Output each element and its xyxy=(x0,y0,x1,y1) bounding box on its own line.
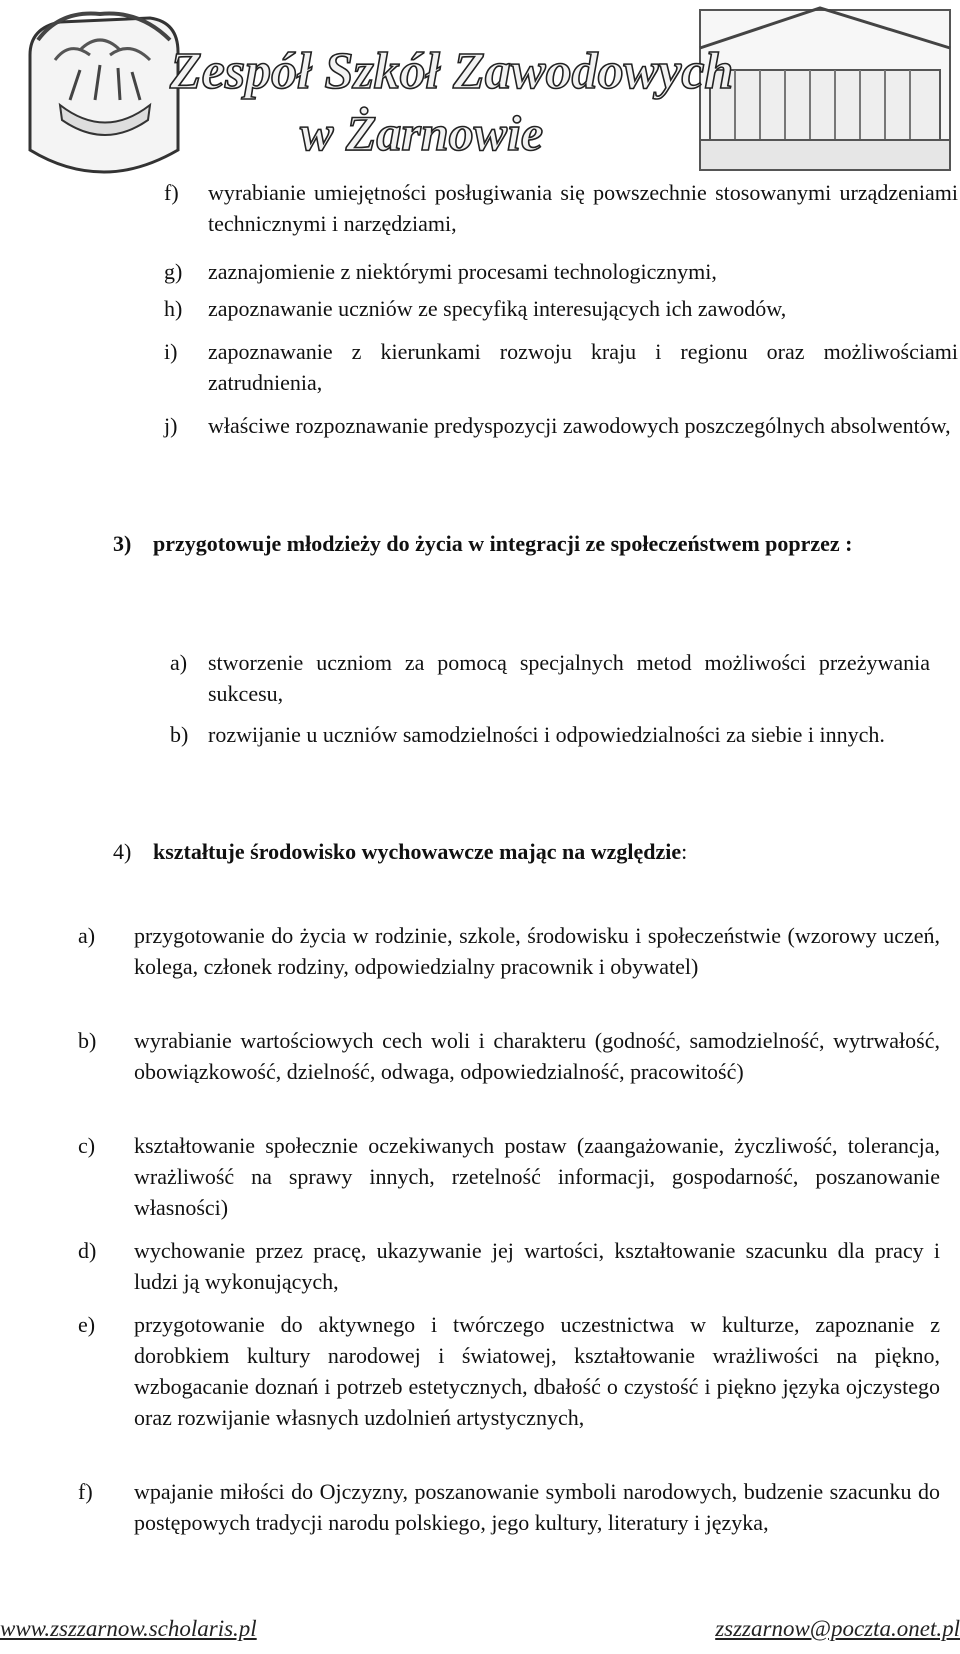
list-item-text: zapoznawanie uczniów ze specyfiką interesujących ich zawodów, xyxy=(208,296,787,321)
header-banner xyxy=(0,0,960,176)
logo-title-line2: w Żarnowie xyxy=(300,105,544,161)
list-item-text: wychowanie przez pracę, ukazywanie jej wartości, kształtowanie szacunku dla pracy i ludzi ją wykonujących, xyxy=(134,1238,940,1294)
list-item-label: a) xyxy=(78,923,96,948)
list-item-text: rozwijanie u uczniów samodzielności i odpowiedzialności za siebie i innych. xyxy=(208,722,885,747)
list-item-label: b) xyxy=(170,722,189,747)
list-item-label: h) xyxy=(164,296,183,321)
list-item-label: f) xyxy=(164,180,179,205)
list-item-text: właściwe rozpoznawanie predyspozycji zawodowych poszczególnych absolwentów, xyxy=(208,413,951,438)
list-item-text: wpajanie miłości do Ojczyzny, poszanowanie symboli narodowych, budzenie szacunku do postępowych tradycji narodu polskiego, jego kultury, literatury i języka, xyxy=(134,1479,940,1535)
section-heading-text: kształtuje środowisko wychowawcze mając na względzie xyxy=(153,839,682,864)
list-item-label: i) xyxy=(164,339,178,364)
list-item-label: f) xyxy=(78,1479,93,1504)
list-item xyxy=(164,177,958,239)
school-building-icon xyxy=(700,8,950,170)
list-item-label: b) xyxy=(78,1028,97,1053)
website-link[interactable]: www.zszzarnow.scholaris.pl xyxy=(0,1616,257,1641)
list-item-label: d) xyxy=(78,1238,97,1263)
school-logo-banner xyxy=(0,0,960,176)
list-item-label: j) xyxy=(164,413,178,438)
section-number: 4) xyxy=(113,839,132,864)
list-item-label: a) xyxy=(170,650,188,675)
list-item-text: zapoznawanie z kierunkami rozwoju kraju i regionu oraz możliwościami zatrudnienia, xyxy=(208,339,958,395)
logo-title-line1: Zespół Szkół Zawodowych xyxy=(170,43,734,100)
list-item-label: e) xyxy=(78,1312,96,1337)
email-link[interactable]: zszzarnow@poczta.onet.pl xyxy=(715,1616,960,1641)
list-item-text: stworzenie uczniom za pomocą specjalnych metod możliwości przeżywania sukcesu, xyxy=(208,650,930,706)
list-item-label: g) xyxy=(164,259,183,284)
list-item-text: wyrabianie umiejętności posługiwania się powszechnie stosowanymi urządzeniami technicznymi i narzędziami, xyxy=(208,180,958,236)
section-heading-text: przygotowuje młodzieży do życia w integracji ze społeczeństwem poprzez : xyxy=(153,531,853,556)
list-item-label: c) xyxy=(78,1133,96,1158)
heading-colon: : xyxy=(681,839,688,864)
list-item-text: wyrabianie wartościowych cech woli i charakteru (godność, samodzielność, wytrwałość, obowiązkowość, dzielność, odwaga, odpowiedzialność, pracowitość) xyxy=(134,1028,940,1084)
list-item-text: kształtowanie społecznie oczekiwanych postaw (zaangażowanie, życzliwość, tolerancja, wrażliwość na sprawy innych, rzetelność informacji, gospodarność, poszanowanie własności) xyxy=(134,1133,940,1220)
list-item-text: przygotowanie do aktywnego i twórczego uczestnictwa w kulturze, zapoznanie z dorobkiem kultury narodowej i światowej, kształtowanie wrażliwości na piękno, wzbogacanie doznań i potrzeb estetycznych, dbałość o czystość i piękno języka ojczystego oraz rozwijanie własnych uzdolnień artystycznych, xyxy=(134,1312,940,1430)
list-item-text: przygotowanie do życia w rodzinie, szkole, środowisku i społeczeństwie (wzorowy uczeń, kolega, członek rodziny, odpowiedzialny pracownik i obywatel) xyxy=(134,923,940,979)
section-number: 3) xyxy=(113,531,132,556)
school-emblem-icon xyxy=(30,14,178,172)
list-item-text: zaznajomienie z niektórymi procesami technologicznymi, xyxy=(208,259,717,284)
